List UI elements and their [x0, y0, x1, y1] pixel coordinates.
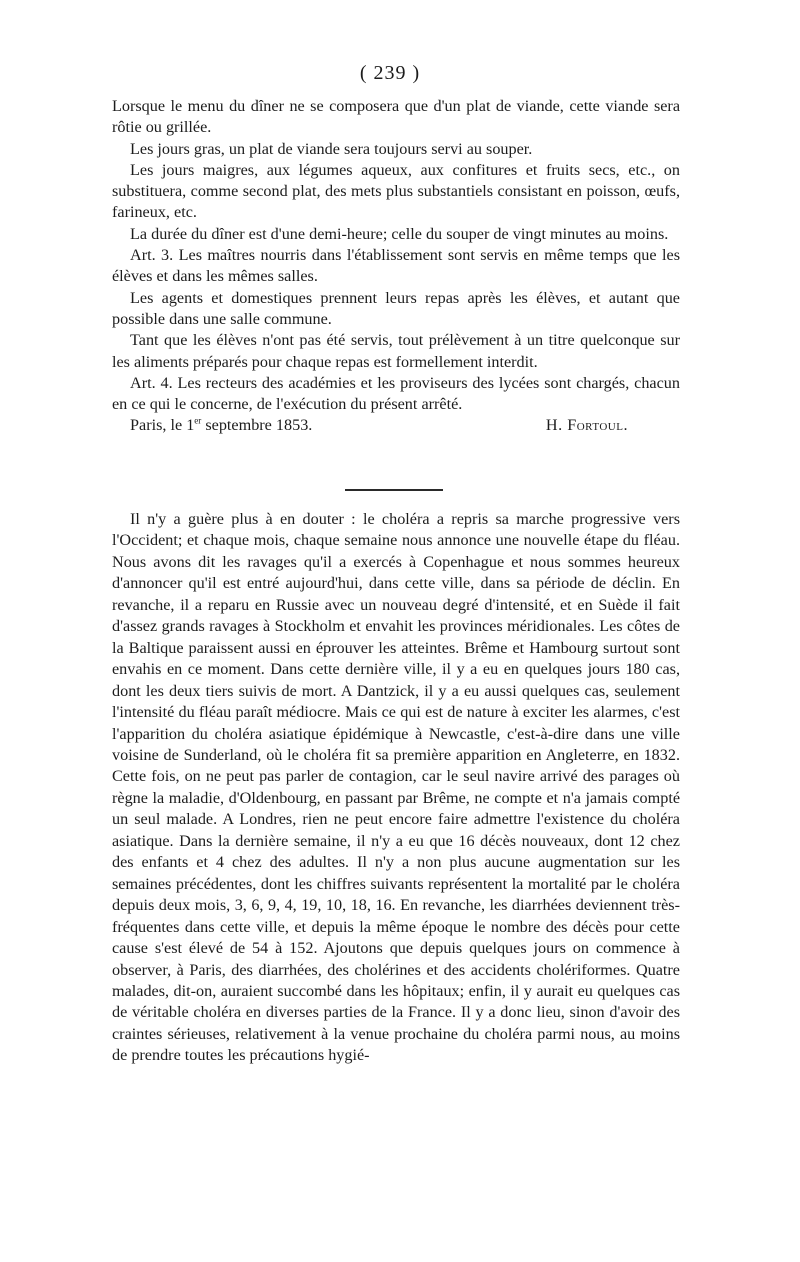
- place-date-superscript: er: [194, 416, 202, 427]
- regulation-paragraph: Les jours maigres, aux légumes aqueux, aux confitures et fruits secs, etc., on substituera, comme second plat, des mets plus substantiels consistant en poisson, œufs, farineux, etc.: [112, 160, 680, 222]
- place-date-suffix: septembre 1853.: [201, 416, 313, 435]
- regulation-paragraph: Tant que les élèves n'ont pas été servis, tout prélèvement à un titre quelconque sur les aliments préparés pour chaque repas est formellement interdit.: [112, 331, 680, 371]
- regulation-paragraph: Lorsque le menu du dîner ne se composera que d'un plat de viande, cette viande sera rôtie ou grillée.: [112, 97, 680, 137]
- section-separator: [345, 489, 443, 491]
- regulation-paragraph: Les agents et domestiques prennent leurs repas après les élèves, et autant que possible dans une salle commune.: [112, 288, 680, 328]
- article-text: [112, 509, 680, 1067]
- regulation-article-4: Art. 4. Les recteurs des académies et les proviseurs des lycées sont chargés, chacun en ce qui le concerne, de l'exécution du présent arrêté.: [112, 373, 680, 414]
- regulation-paragraph: Les jours gras, un plat de viande sera toujours servi au souper.: [130, 139, 533, 158]
- signatory-name: H. Fortoul.: [545, 416, 628, 435]
- regulation-paragraph: La durée du dîner est d'une demi-heure; celle du souper de vingt minutes au moins.: [130, 224, 669, 243]
- regulation-article-3: Art. 3. Les maîtres nourris dans l'établissement sont servis en même temps que les élèves et dans les mêmes salles.: [112, 246, 680, 286]
- article-paragraph: Il n'y a guère plus à en douter : le choléra a repris sa marche progressive vers l'Occident; et chaque mois, chaque semaine nous annonce une nouvelle étape du fléau. Nous avons dit les ravages qu'il a exercés à Copenhague et nous sommes heureux d'annoncer qu'il est entré aujourd'hui, dans cette ville, dans sa période de déclin. En revanche, il a reparu en Russie avec un nouveau degré d'intensité, et en Suède il fait d'assez grands ravages à Stockholm et envahit les provinces méridionales. Les côtes de la Baltique paraissent aussi en éprouver les atteintes. Brême et Hambourg surtout sont envahis en ce moment. Dans cette dernière ville, il y a eu en quelques jours 180 cas, dont les deux tiers suivis de mort. A Dantzick, il y a eu aussi quelques cas, seulement l'intensité du fléau paraît médiocre. Mais ce qui est de nature à exciter les alarmes, c'est l'apparition du choléra asiatique épidémique à Newcastle, c'est-à-dire dans une ville voisine de Sunderland, où le choléra fit sa première apparition en Angleterre, en 1832. Cette fois, on ne peut pas parler de contagion, car le seul navire arrivé des parages où règne la maladie, d'Oldenbourg, en passant par Brême, ne compte et n'a jamais compté un seul malade. A Londres, rien ne peut encore faire admettre l'existence du choléra asiatique. Dans la dernière semaine, il n'y a eu que 16 décès nouveaux, dont 12 chez des enfants et 4 chez des adultes. Il n'y a non plus aucune augmentation sur les semaines précédentes, dont les chiffres suivants représentent la mortalité par le choléra depuis deux mois, 3, 6, 9, 4, 19, 10, 18, 16. En revanche, les diarrhées deviennent très-fréquentes dans cette ville, et depuis la même époque le nombre des décès pour cette cause s'est élevé de 54 à 152. Ajoutons que depuis quelques jours on commence à observer, à Paris, des diarrhées, des cholérines et des accidents cholériformes. Quatre malades, dit-on, auraient succombé dans les hôpitaux; enfin, il y aurait eu quelques cas de véritable choléra en diverses parties de la France. Il y a donc lieu, sinon d'avoir des craintes sérieuses, relativement à la venue prochaine du choléra parmi nous, au moins de prendre toutes les précautions hygié-: [112, 510, 680, 1065]
- place-date-prefix: Paris, le 1: [130, 416, 195, 435]
- regulation-text: [112, 96, 680, 437]
- place-date: [130, 415, 312, 436]
- signature-line: [112, 415, 680, 436]
- page-number: ( 239 ): [359, 62, 421, 84]
